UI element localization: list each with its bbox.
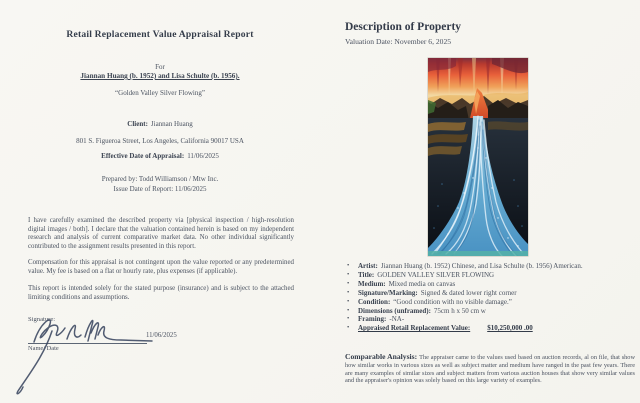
purpose-paragraph: This report is intended solely for the stated purpose (insurance) and is subject to the attached limiting conditions and assumptions. (28, 284, 294, 301)
detail-signature-marking: • Signature/Marking: Signed & dated lower right corner (345, 289, 627, 298)
effective-date-line (0, 152, 320, 160)
issue-date-line: Issue Date of Report: 11/06/2025 (113, 185, 207, 193)
comparable-analysis (345, 352, 635, 385)
property-description-page (320, 0, 640, 403)
client-line (0, 120, 320, 128)
detail-appraised-value: • Appraised Retail Replacement Value: $10,250,000 .00 (345, 324, 627, 333)
artwork-title-quote: “Golden Valley Silver Flowing” (115, 89, 205, 97)
valuation-date-line: Valuation Date: November 6, 2025 (345, 37, 452, 46)
report-title: Retail Replacement Value Appraisal Report (66, 29, 254, 40)
property-details-list (345, 262, 627, 333)
signature-date: 11/06/2025 (146, 332, 177, 339)
comparable-analysis-label: Comparable Analysis: (345, 352, 418, 361)
detail-artist: • Artist: Jiannan Huang (b. 1952) Chinese, and Lisa Schulte (b. 1956) American. (345, 262, 627, 271)
client-address: 801 S. Figueroa Street, Los Angeles, California 90017 USA (76, 137, 244, 145)
client-label: Client: (127, 120, 148, 128)
effective-date-label: Effective Date of Appraisal: (101, 152, 185, 160)
artwork-image (428, 58, 528, 256)
signature-label: Signature: (28, 316, 56, 323)
detail-title: • Title: GOLDEN VALLEY SILVER FLOWING (345, 271, 627, 280)
detail-dimensions: • Dimensions (unframed): 75cm h x 50 cm w (345, 307, 627, 316)
name-date-label: Name/ Date (28, 345, 59, 352)
comparable-analysis-text: The appraiser came to the values used based on auction records, al on file, that show how similar works in various sizes as well as subject matter and medium have ranged in the past few years. There are many examples of similar sizes and subject matters from various auction houses that show very similar values and the appraiser's opinion was solely based on this large variety of examples. (345, 354, 635, 385)
detail-condition: • Condition: “Good condition with no visible damage.” (345, 298, 627, 307)
effective-date-value: 11/06/2025 (187, 152, 219, 160)
compensation-paragraph: Compensation for this appraisal is not contingent upon the value reported or any predetermined value. My fee is based on a flat or hourly rate, plus expenses (if applicable). (28, 258, 294, 275)
certification-paragraph: I have carefully examined the described property via [physical inspection / high-resolution digital images / both]. I declare that the valuation contained herein is based on my independent research and analysis of current comparative market data. No other individual significantly contributed to the assignment results presented in this report. (28, 216, 294, 251)
prepared-by-line: Prepared by: Todd Williamson / Mtw Inc. (101, 175, 219, 183)
detail-medium: • Medium: Mixed media on canvas (345, 280, 627, 289)
client-value: Jiannan Huang (150, 120, 193, 128)
handwritten-signature (6, 310, 186, 402)
for-label: For (155, 63, 165, 71)
detail-framing: • Framing: -NA- (345, 315, 627, 324)
client-names-line: Jiannan Huang (b. 1952) and Lisa Schulte (b. 1956). (80, 72, 240, 80)
page-title: Description of Property (345, 20, 462, 33)
